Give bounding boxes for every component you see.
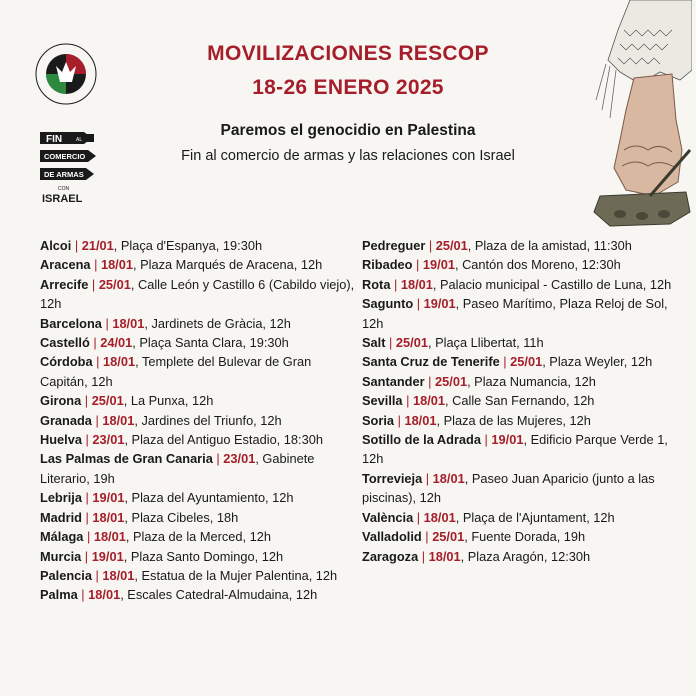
event-city: Santa Cruz de Tenerife [362, 354, 500, 370]
event-entry [362, 294, 680, 333]
event-city: València [362, 509, 414, 525]
event-date: 18/01 [93, 529, 126, 545]
event-city: Torrevieja [362, 470, 423, 486]
event-date: 18/01 [112, 315, 145, 331]
event-entry [40, 585, 358, 604]
event-city: Salt [362, 335, 386, 351]
event-place: , Gabinete Literario, 19h [40, 451, 315, 486]
event-place: , Plaza de las Mujeres, 12h [436, 412, 591, 428]
event-city: Las Palmas de Gran Canaria [40, 451, 213, 467]
event-date: 18/01 [102, 412, 135, 428]
event-place: , Paseo Juan Aparicio (junto a las piscinas), 12h [362, 470, 655, 506]
event-entry [40, 352, 358, 391]
separator: | [89, 335, 101, 351]
event-date: 19/01 [91, 548, 124, 564]
event-date: 18/01 [432, 470, 465, 486]
event-city: Córdoba [40, 354, 93, 370]
event-city: Valladolid [362, 529, 422, 545]
event-city: Lebrija [40, 490, 82, 506]
event-entry [362, 527, 680, 546]
fin-logo-word-al: AL [76, 137, 83, 143]
event-date: 18/01 [428, 548, 461, 564]
event-entry [40, 314, 358, 333]
separator: | [81, 490, 93, 506]
event-date: 18/01 [88, 587, 121, 603]
event-city: Alcoi [40, 238, 72, 253]
fin-logo-word-3: DE ARMAS [44, 170, 84, 179]
separator: | [83, 529, 94, 545]
separator: | [90, 257, 101, 273]
event-date: 19/01 [422, 257, 455, 273]
event-date: 18/01 [413, 393, 446, 409]
separator: | [425, 238, 436, 253]
separator: | [91, 567, 103, 583]
event-place: , Calle León y Castillo 6 (Cabildo viejo), 12h [40, 276, 355, 312]
event-date: 23/01 [223, 451, 256, 467]
separator: | [413, 296, 424, 312]
event-place: , Plaza de la amistad, 11:30h [467, 238, 632, 253]
page-title: MOVILIZACIONES RESCOP [207, 42, 489, 65]
event-city: Sagunto [362, 296, 414, 312]
event-place: , Plaza Weyler, 12h [542, 354, 653, 370]
event-place: , Plaza Cibeles, 18h [124, 509, 239, 525]
fin-logo-word-4: CON [58, 186, 70, 192]
event-date: 18/01 [92, 509, 125, 525]
event-date: 19/01 [92, 490, 125, 506]
event-entry [40, 275, 358, 314]
event-date: 25/01 [91, 393, 124, 409]
event-date: 18/01 [423, 509, 456, 525]
event-entry [362, 469, 680, 508]
event-entry [362, 236, 680, 255]
event-date: 19/01 [423, 296, 456, 312]
fin-comercio-logo [38, 130, 102, 206]
event-entry [362, 255, 680, 274]
event-date: 25/01 [510, 354, 543, 370]
event-date: 18/01 [102, 567, 135, 583]
event-city: Castelló [40, 335, 90, 351]
separator: | [499, 354, 511, 370]
separator: | [480, 432, 492, 448]
event-date: 25/01 [435, 373, 468, 389]
event-entry [362, 547, 680, 566]
event-date: 25/01 [432, 529, 465, 545]
event-place: , Plaza Aragón, 12:30h [460, 548, 591, 564]
event-date: 21/01 [81, 238, 114, 253]
subline: Fin al comercio de armas y las relaciones con Israel [181, 148, 515, 164]
event-place: , Cantón dos Moreno, 12:30h [454, 257, 621, 273]
event-city: Aracena [40, 257, 91, 273]
separator: | [424, 373, 436, 389]
event-date: 18/01 [404, 412, 437, 428]
event-entry [40, 527, 358, 546]
separator: | [81, 548, 92, 564]
event-entry [40, 508, 358, 527]
separator: | [81, 432, 93, 448]
event-place: , La Punxa, 12h [123, 393, 214, 409]
event-city: Madrid [40, 509, 82, 525]
event-city: Rota [362, 276, 391, 292]
fist-illustration [590, 0, 692, 232]
event-city: Sotillo de la Adrada [362, 432, 481, 448]
event-place: , Jardines del Triunfo, 12h [134, 412, 282, 428]
date-range-title: 18-26 ENERO 2025 [252, 76, 444, 99]
event-place: , Calle San Fernando, 12h [445, 393, 595, 409]
separator: | [421, 529, 433, 545]
fin-logo-word-1: FIN [46, 134, 63, 145]
event-city: Granada [40, 412, 92, 428]
separator: | [81, 509, 93, 525]
event-date: 24/01 [100, 335, 133, 351]
event-date: 18/01 [100, 257, 133, 273]
event-place: , Paseo Marítimo, Plaza Reloj de Sol, 12h [362, 296, 668, 331]
event-entry [40, 255, 358, 274]
event-entry [362, 411, 680, 430]
separator: | [101, 315, 113, 331]
separator: | [394, 412, 405, 428]
event-city: Barcelona [40, 315, 102, 331]
event-entry [40, 547, 358, 566]
event-city: Santander [362, 373, 425, 389]
separator: | [81, 393, 92, 409]
event-date: 25/01 [435, 238, 468, 253]
event-entry [40, 430, 358, 449]
event-place: , Estatua de la Mujer Palentina, 12h [134, 567, 338, 583]
event-city: Murcia [40, 548, 82, 564]
separator: | [412, 257, 423, 273]
event-place: , Edificio Parque Verde 1, 12h [362, 432, 668, 467]
event-place: , Templete del Bulevar de Gran Capitán, 12h [40, 354, 312, 389]
separator: | [390, 276, 401, 292]
fin-logo-word-5: ISRAEL [42, 193, 83, 205]
event-place: , Palacio municipal - Castillo de Luna, 12h [432, 276, 672, 292]
event-place: , Plaça de l'Ajuntament, 12h [455, 509, 615, 525]
event-city: Palma [40, 587, 78, 603]
event-date: 25/01 [395, 335, 428, 351]
events-list-left [40, 236, 358, 605]
event-entry [362, 333, 680, 352]
separator: | [71, 238, 82, 253]
separator: | [91, 412, 103, 428]
event-place: , Plaza de la Merced, 12h [125, 529, 271, 545]
event-date: 25/01 [98, 276, 131, 292]
event-entry [362, 372, 680, 391]
event-entry [362, 508, 680, 527]
event-place: , Fuente Dorada, 19h [464, 529, 586, 545]
event-date: 23/01 [92, 432, 125, 448]
event-entry [362, 391, 680, 410]
event-date: 18/01 [400, 276, 433, 292]
separator: | [413, 509, 424, 525]
event-place: , Plaça Llibertat, 11h [427, 335, 544, 351]
event-entry [362, 430, 680, 469]
event-city: Ribadeo [362, 257, 413, 273]
event-entry [362, 275, 680, 294]
separator: | [92, 354, 104, 370]
event-city: Sevilla [362, 393, 403, 409]
separator: | [422, 470, 433, 486]
event-place: , Jardinets de Gràcia, 12h [144, 315, 291, 331]
event-place: , Plaça Santa Clara, 19:30h [132, 335, 289, 351]
event-place: , Plaza Santo Domingo, 12h [123, 548, 284, 564]
event-entry [40, 488, 358, 507]
event-city: Zaragoza [362, 548, 419, 564]
event-place: , Plaza del Ayuntamiento, 12h [124, 490, 294, 506]
event-date: 19/01 [491, 432, 524, 448]
event-city: Palencia [40, 567, 92, 583]
subtitle: Paremos el genocidio en Palestina [220, 122, 476, 139]
separator: | [418, 548, 429, 564]
event-place: , Plaza Numancia, 12h [467, 373, 596, 389]
events-list-right [362, 236, 680, 566]
separator: | [88, 276, 99, 292]
event-place: , Escales Catedral-Almudaina, 12h [120, 587, 318, 603]
event-date: 18/01 [103, 354, 136, 370]
event-entry [40, 449, 358, 488]
fin-logo-word-2: COMERCIO [44, 152, 86, 161]
event-entry [40, 333, 358, 352]
event-city: Pedreguer [362, 238, 426, 253]
event-city: Málaga [40, 529, 84, 545]
event-city: Girona [40, 393, 82, 409]
event-entry [362, 352, 680, 371]
event-city: Arrecife [40, 276, 89, 292]
event-entry [40, 411, 358, 430]
event-city: Huelva [40, 432, 82, 448]
event-entry [40, 236, 358, 255]
event-place: , Plaza del Antiguo Estadio, 18:30h [124, 432, 323, 448]
separator: | [385, 335, 396, 351]
event-city: Soria [362, 412, 395, 428]
event-place: , Plaza Marqués de Aracena, 12h [132, 257, 323, 273]
event-entry [40, 391, 358, 410]
separator: | [212, 451, 224, 467]
separator: | [402, 393, 413, 409]
event-entry [40, 566, 358, 585]
event-place: , Plaça d'Espanya, 19:30h [113, 238, 263, 253]
separator: | [77, 587, 89, 603]
